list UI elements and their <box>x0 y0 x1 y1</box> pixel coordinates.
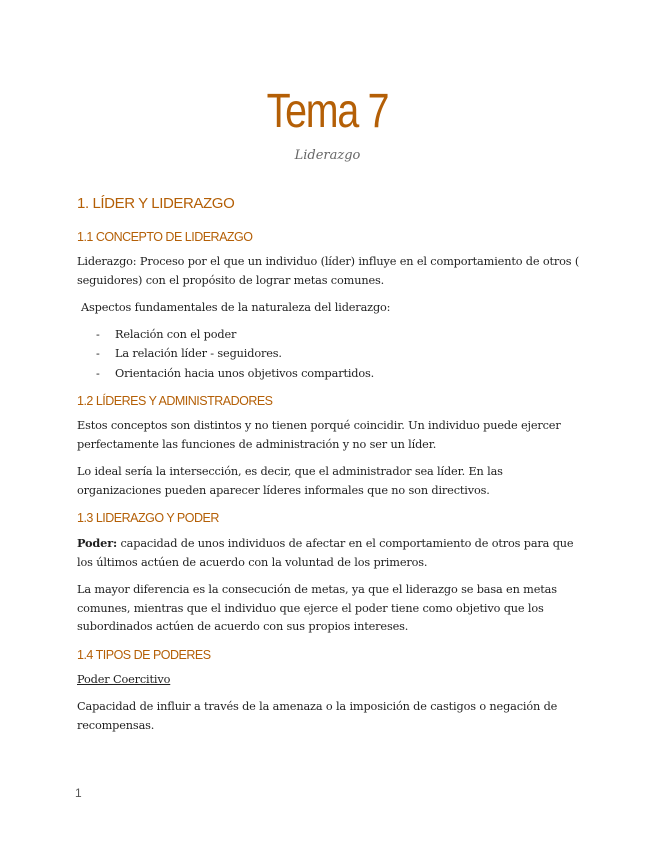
underlined-subheading <box>77 671 582 690</box>
list-item-text: Orientación hacia unos objetivos compartidos. <box>115 366 375 380</box>
bullet-list <box>77 325 582 384</box>
dash-bullet: - <box>96 327 100 341</box>
dash-bullet: - <box>96 347 100 360</box>
bold-term: Poder: <box>77 536 118 550</box>
underlined-text: Poder Coercitivo <box>77 672 171 686</box>
document-subtitle: Liderazgo <box>294 148 361 163</box>
subsection-heading: 1.4 TIPOS DE PODERES <box>77 647 211 662</box>
paragraph: Lo ideal sería la intersección, es decir, que el administrador sea líder. En las organizaciones pueden aparecer líderes informales que no son directivos. <box>77 465 503 497</box>
paragraph: La mayor diferencia es la consecución de metas, ya que el liderazgo se basa en metas comunes, mientras que el individuo que ejerce el poder tiene como objetivo que los subordinados actúen de acuerdo con sus propios intereses. <box>77 583 557 633</box>
paragraph: Capacidad de influir a través de la amenaza o la imposición de castigos o negación de recompensas. <box>77 700 558 732</box>
list-item <box>77 364 582 384</box>
paragraph: Aspectos fundamentales de la naturaleza del liderazgo: <box>81 301 391 314</box>
subsection-heading: 1.2 LÍDERES Y ADMINISTRADORES <box>77 394 273 408</box>
paragraph: Estos conceptos son distintos y no tienen porqué coincidir. Un individuo puede ejercer perfectamente las funciones de administración y no ser un líder. <box>77 419 561 451</box>
section-heading: 1. LÍDER Y LIDERAZGO <box>77 195 235 212</box>
document-title: Tema 7 <box>266 85 389 138</box>
list-item <box>77 325 582 345</box>
dash-bullet: - <box>96 366 100 380</box>
list-item-text: Relación con el poder <box>115 327 237 341</box>
paragraph-text: capacidad de unos individuos de afectar en el comportamiento de otros para que los últimos actúen de acuerdo con la voluntad de los primeros. <box>77 537 574 569</box>
subsection-heading: 1.1 CONCEPTO DE LIDERAZGO <box>77 230 253 244</box>
document-body <box>77 194 582 744</box>
paragraph <box>77 534 582 572</box>
subsection-heading: 1.3 LIDERAZGO Y PODER <box>77 511 219 525</box>
page-number: 1 <box>75 786 82 800</box>
paragraph: Liderazgo: Proceso por el que un individuo (líder) influye en el comportamiento de otros ( seguidores) con el propósito de lograr metas comunes. <box>77 255 580 287</box>
list-item-text: La relación líder - seguidores. <box>115 347 282 360</box>
list-item <box>77 344 582 364</box>
